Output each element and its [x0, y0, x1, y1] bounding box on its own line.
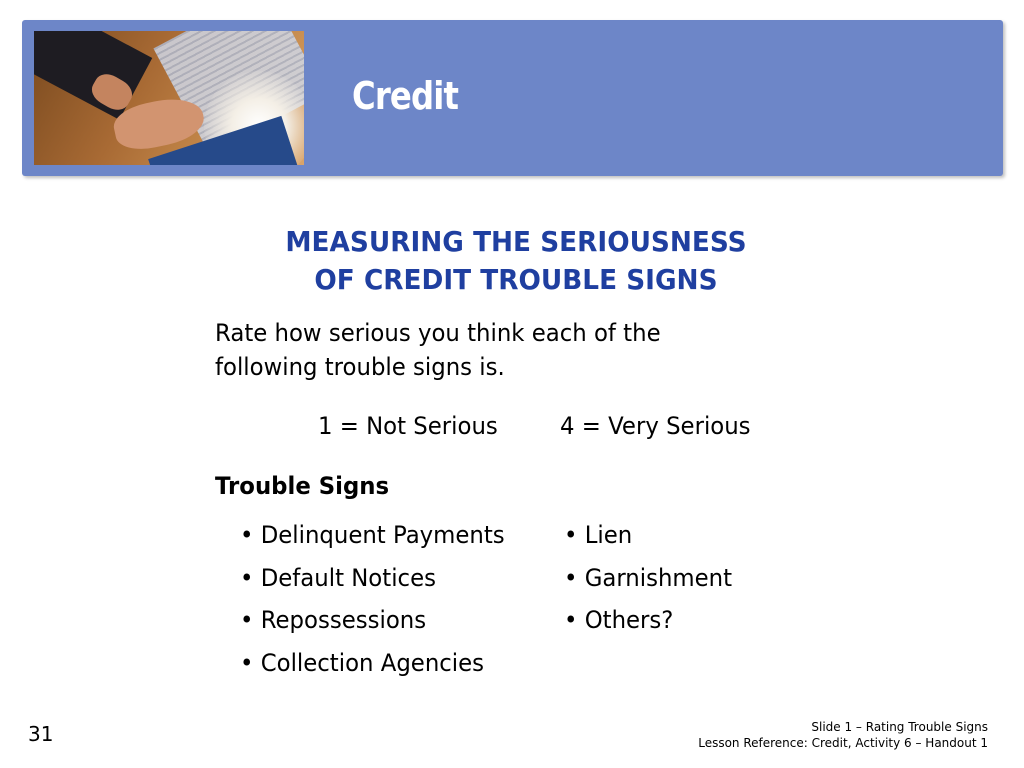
instructions-line-2: following trouble signs is. [215, 353, 505, 381]
scale-high-label: 4 = Very Serious [560, 412, 751, 440]
list-item: • Lien [564, 521, 633, 549]
trouble-signs-list-right [564, 519, 741, 647]
list-item: • Others? [564, 606, 674, 635]
scale-low-label: 1 = Not Serious [318, 412, 498, 440]
heading-line-2: OF CREDIT TROUBLE SIGNS [314, 263, 718, 296]
list-item: • Default Notices [240, 563, 436, 592]
instructions-text [215, 316, 747, 384]
footer-line-2: Lesson Reference: Credit, Activity 6 – Handout 1 [698, 736, 988, 750]
list-item: • Collection Agencies [240, 649, 485, 678]
page-heading [200, 223, 832, 299]
footer-line-1: Slide 1 – Rating Trouble Signs [811, 720, 988, 734]
list-item: • Garnishment [564, 563, 733, 592]
heading-line-1: MEASURING THE SERIOUSNESS [285, 225, 747, 258]
slide-footer [698, 719, 988, 751]
list-item: • Repossessions [240, 606, 427, 635]
handshake-photo [34, 31, 304, 165]
trouble-signs-heading: Trouble Signs [215, 472, 390, 500]
trouble-signs-list-left [240, 519, 519, 690]
instructions-line-1: Rate how serious you think each of the [215, 319, 661, 347]
page-number: 31 [28, 722, 54, 746]
banner-title: Credit [352, 74, 459, 118]
list-item: • Delinquent Payments [240, 521, 505, 549]
